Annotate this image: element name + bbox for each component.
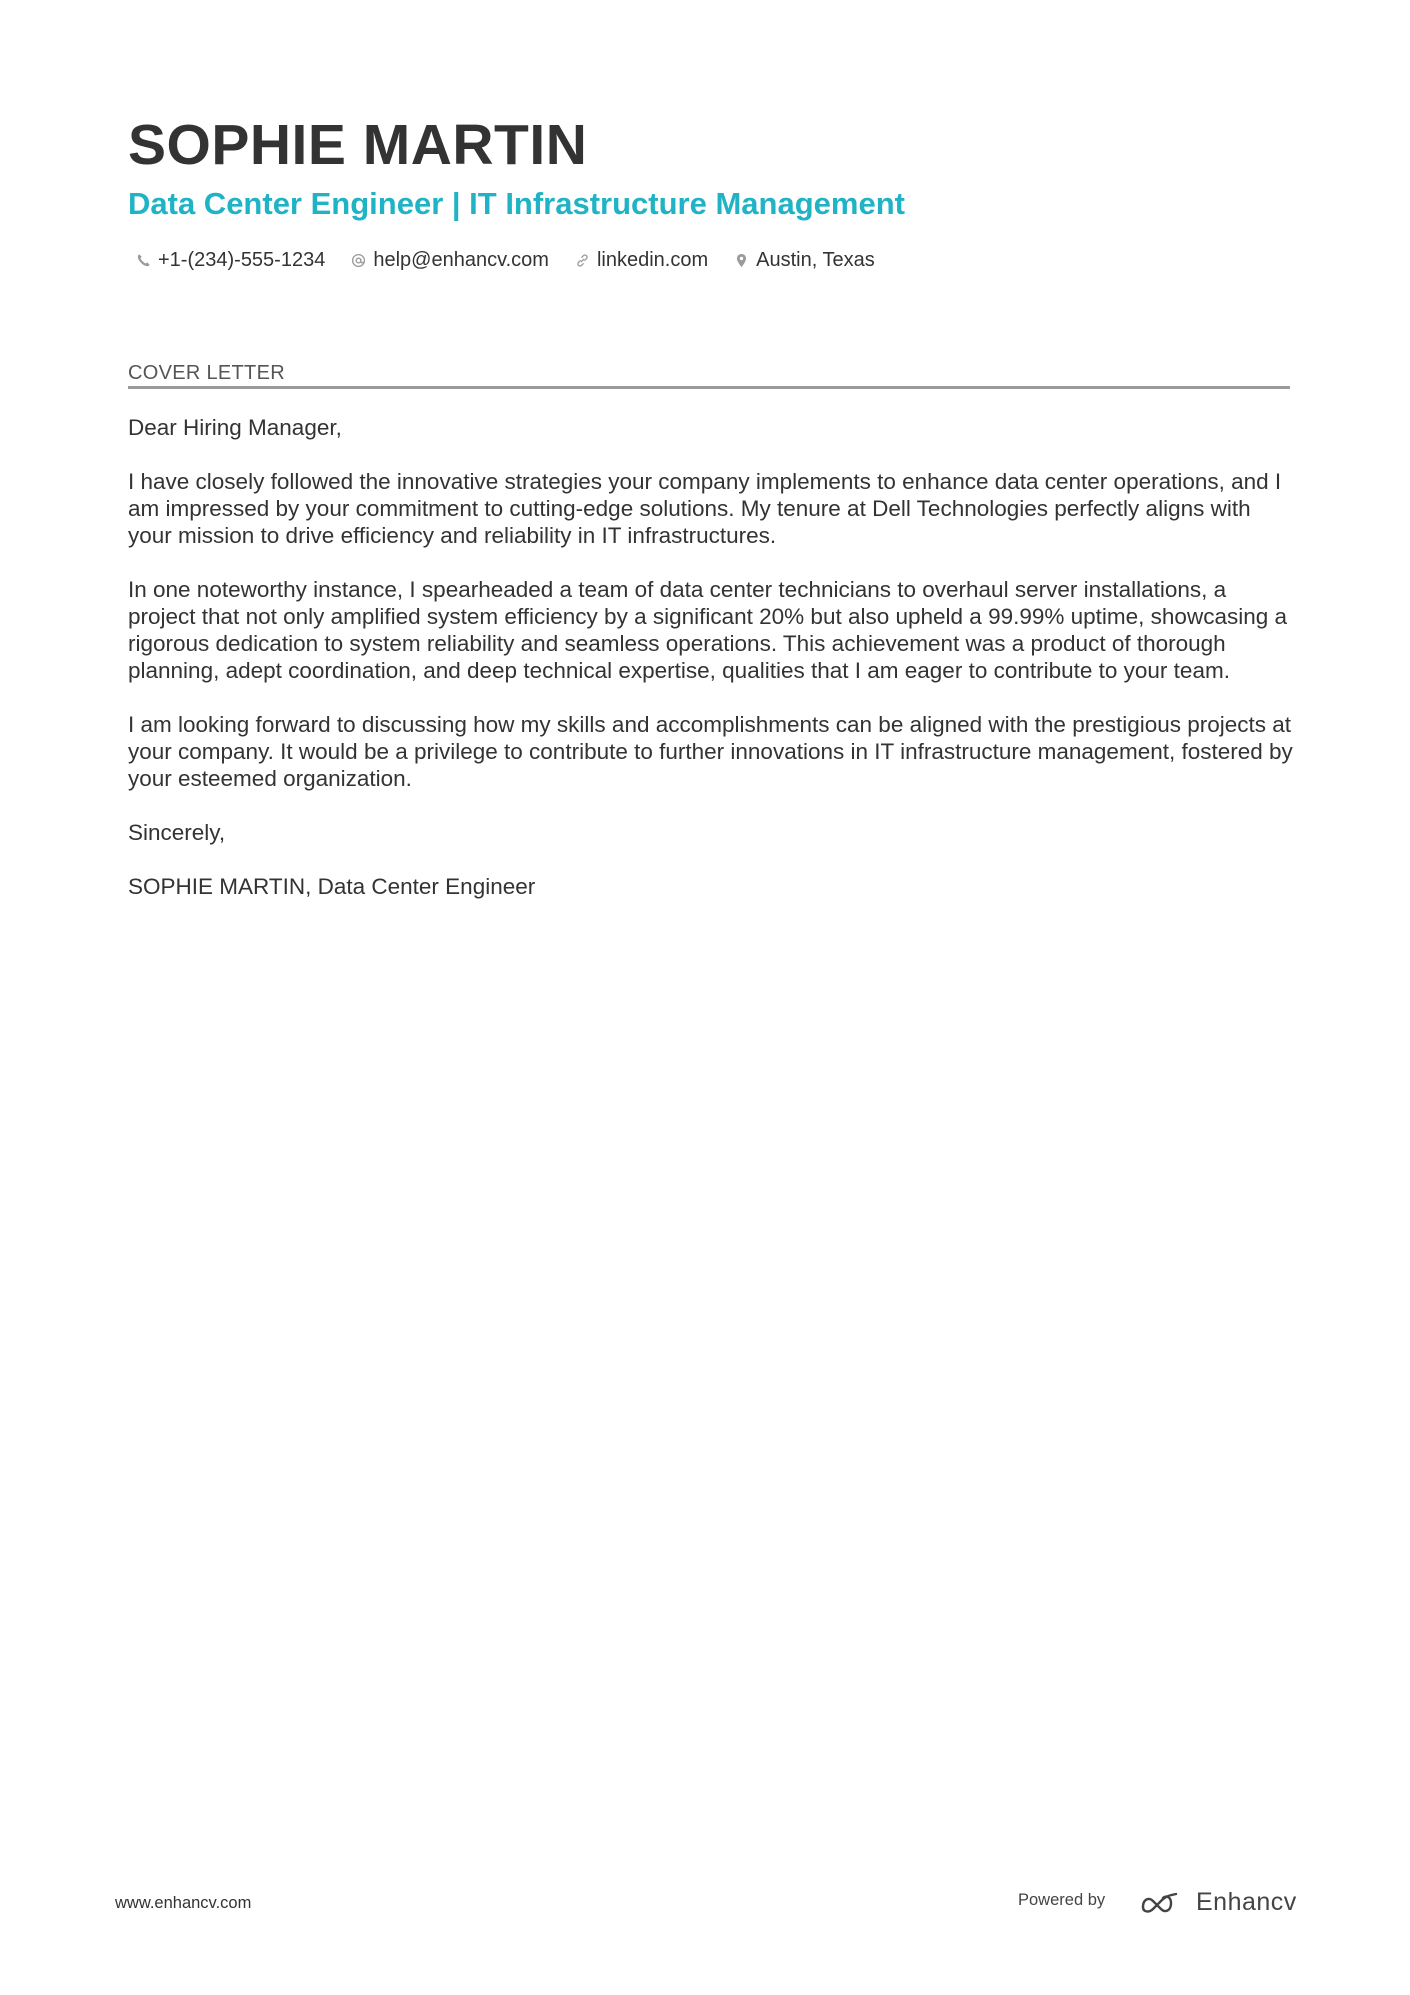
- powered-by-label: Powered by: [1018, 1891, 1106, 1909]
- email-text: help@enhancv.com: [373, 249, 549, 271]
- enhancv-logo-icon: [1138, 1889, 1186, 1917]
- phone-icon: [136, 253, 151, 268]
- letter-closing: Sincerely,: [128, 820, 226, 845]
- contact-linkedin[interactable]: [575, 246, 708, 274]
- contact-email[interactable]: [351, 246, 549, 274]
- letter-signature: SOPHIE MARTIN, Data Center Engineer: [128, 874, 536, 899]
- contact-phone[interactable]: [136, 246, 325, 274]
- phone-text: +1-(234)-555-1234: [158, 249, 326, 271]
- letter-body: [128, 414, 1293, 927]
- contact-row: [136, 246, 901, 274]
- at-icon: [351, 253, 366, 268]
- link-icon: [575, 253, 590, 268]
- location-pin-icon: [734, 253, 749, 268]
- section-title-cover-letter: COVER LETTER: [128, 362, 285, 384]
- candidate-name: SOPHIE MARTIN: [128, 113, 588, 177]
- footer-url[interactable]: www.enhancv.com: [115, 1894, 252, 1912]
- contact-location: [734, 246, 875, 274]
- letter-paragraph: I am looking forward to discussing how my skills and accomplishments can be aligned with the prestigious projects at your company. It would be a privilege to contribute to further innovations in IT infrastructure management, fostered by your esteemed organization.: [128, 712, 1293, 791]
- location-text: Austin, Texas: [756, 249, 875, 271]
- brand-logo[interactable]: [1138, 1888, 1297, 1917]
- letter-paragraph: I have closely followed the innovative strategies your company implements to enhance data center operations, and I am impressed by your commitment to cutting-edge solutions. My tenure at Dell Technologies perfectly aligns with your mission to drive efficiency and reliability in IT infrastructures.: [128, 469, 1282, 548]
- letter-greeting: Dear Hiring Manager,: [128, 415, 342, 440]
- candidate-title: Data Center Engineer | IT Infrastructure Management: [128, 186, 905, 221]
- section-divider: [128, 386, 1290, 389]
- linkedin-text: linkedin.com: [596, 249, 709, 271]
- brand-name: Enhancv: [1196, 1888, 1297, 1916]
- letter-paragraph: In one noteworthy instance, I spearheaded a team of data center technicians to overhaul server installations, a project that not only amplified system efficiency by a significant 20% but also upheld a 99.99% uptime, showcasing a rigorous dedication to system reliability and seamless operations. This achievement was a product of thorough planning, adept coordination, and deep technical expertise, qualities that I am eager to contribute to your team.: [128, 577, 1287, 683]
